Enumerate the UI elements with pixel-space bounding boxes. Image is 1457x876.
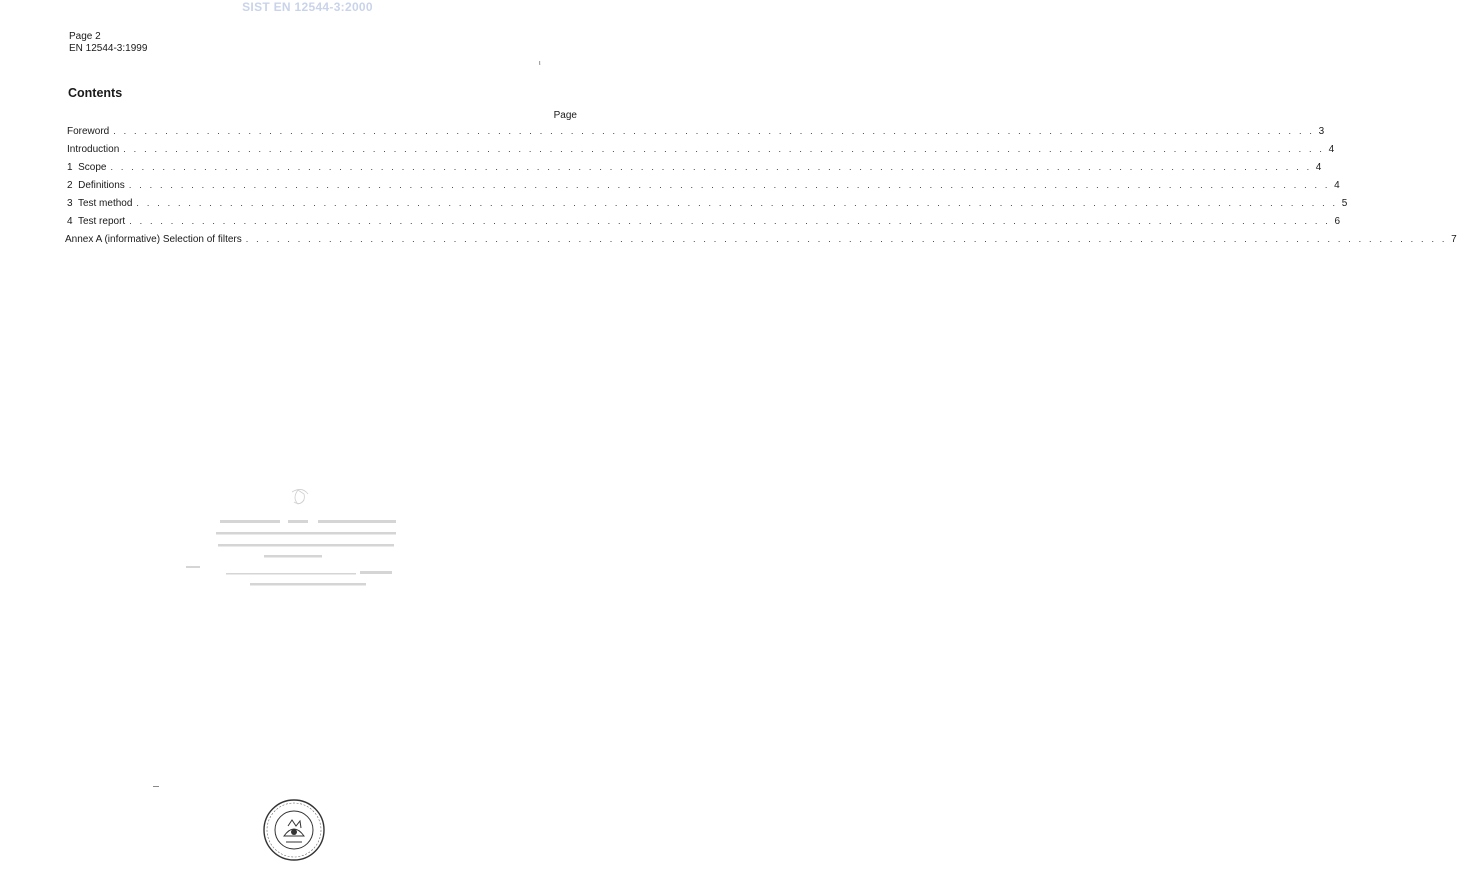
- toc-entry-page: 4: [1315, 162, 1322, 173]
- toc-entry-scope[interactable]: [67, 162, 1322, 180]
- toc-entry-label: 1 Scope: [67, 162, 107, 173]
- scan-speck: [153, 786, 159, 787]
- dot-leader: . . . . . . . . . . . . . . . . . . . . . . . . . . . . . . . . . . . . . . . . . . . . . . . . . . . . . . . . . . . . . . . . . . . . . . . . . . . . . . . . . . . . . . . . . . . . . . . . . . . . . . . . . . . . . . . . . . . .: [245, 234, 1448, 244]
- toc-entry-page: 6: [1334, 216, 1341, 227]
- toc-entry-label: Annex A (informative) Selection of filters: [65, 234, 242, 245]
- dot-leader: . . . . . . . . . . . . . . . . . . . . . . . . . . . . . . . . . . . . . . . . . . . . . . . . . . . . . . . . . . . . . . . . . . . . . . . . . . . . . . . . . . . . . . . . . . . . . . . . . . . . . . . . . . . . . . . . . . . .: [123, 144, 1325, 154]
- institutional-seal-image: [262, 798, 326, 862]
- toc-entry-label: 3 Test method: [67, 198, 133, 209]
- table-of-contents: [65, 126, 1457, 252]
- standard-identifier: EN 12544-3:1999: [69, 43, 148, 54]
- dot-leader: . . . . . . . . . . . . . . . . . . . . . . . . . . . . . . . . . . . . . . . . . . . . . . . . . . . . . . . . . . . . . . . . . . . . . . . . . . . . . . . . . . . . . . . . . . . . . . . . . . . . . . . . . . . . . . . . . . . .: [113, 126, 1315, 136]
- toc-entry-definitions[interactable]: [67, 180, 1340, 198]
- faint-stamp-image: [180, 484, 410, 594]
- dot-leader: . . . . . . . . . . . . . . . . . . . . . . . . . . . . . . . . . . . . . . . . . . . . . . . . . . . . . . . . . . . . . . . . . . . . . . . . . . . . . . . . . . . . . . . . . . . . . . . . . . . . . . . . . . . . . . . . . . . .: [136, 198, 1338, 208]
- toc-entry-introduction[interactable]: [67, 144, 1335, 162]
- toc-entry-test-method[interactable]: [67, 198, 1348, 216]
- toc-entry-page: 5: [1341, 198, 1348, 209]
- dot-leader: . . . . . . . . . . . . . . . . . . . . . . . . . . . . . . . . . . . . . . . . . . . . . . . . . . . . . . . . . . . . . . . . . . . . . . . . . . . . . . . . . . . . . . . . . . . . . . . . . . . . . . . . . . . . . . . . . . . .: [128, 180, 1331, 190]
- dot-leader: . . . . . . . . . . . . . . . . . . . . . . . . . . . . . . . . . . . . . . . . . . . . . . . . . . . . . . . . . . . . . . . . . . . . . . . . . . . . . . . . . . . . . . . . . . . . . . . . . . . . . . . . . . . . . . . . . . . .: [110, 162, 1312, 172]
- toc-entry-page: 4: [1334, 180, 1340, 191]
- toc-entry-test-report[interactable]: [67, 216, 1341, 234]
- dot-leader: . . . . . . . . . . . . . . . . . . . . . . . . . . . . . . . . . . . . . . . . . . . . . . . . . . . . . . . . . . . . . . . . . . . . . . . . . . . . . . . . . . . . . . . . . . . . . . . . . . . . . . . . . . . . . . . . . . . .: [129, 216, 1331, 226]
- toc-entry-page: 3: [1318, 126, 1325, 137]
- toc-entry-label: 4 Test report: [67, 216, 126, 227]
- page-column-heading: Page: [553, 110, 577, 121]
- page-number-label: Page 2: [69, 31, 101, 42]
- toc-entry-annex-a[interactable]: [65, 234, 1457, 252]
- toc-entry-label: 2 Definitions: [67, 180, 125, 191]
- toc-entry-page: 4: [1328, 144, 1335, 155]
- scan-mark: ι: [539, 60, 541, 67]
- page-header: [69, 31, 147, 55]
- toc-entry-page: 7: [1451, 234, 1457, 245]
- contents-heading: Contents: [68, 86, 123, 100]
- toc-entry-foreword[interactable]: [67, 126, 1325, 144]
- toc-entry-label: Introduction: [67, 144, 120, 155]
- toc-entry-label: Foreword: [67, 126, 110, 137]
- document-watermark: SIST EN 12544-3:2000: [242, 0, 373, 14]
